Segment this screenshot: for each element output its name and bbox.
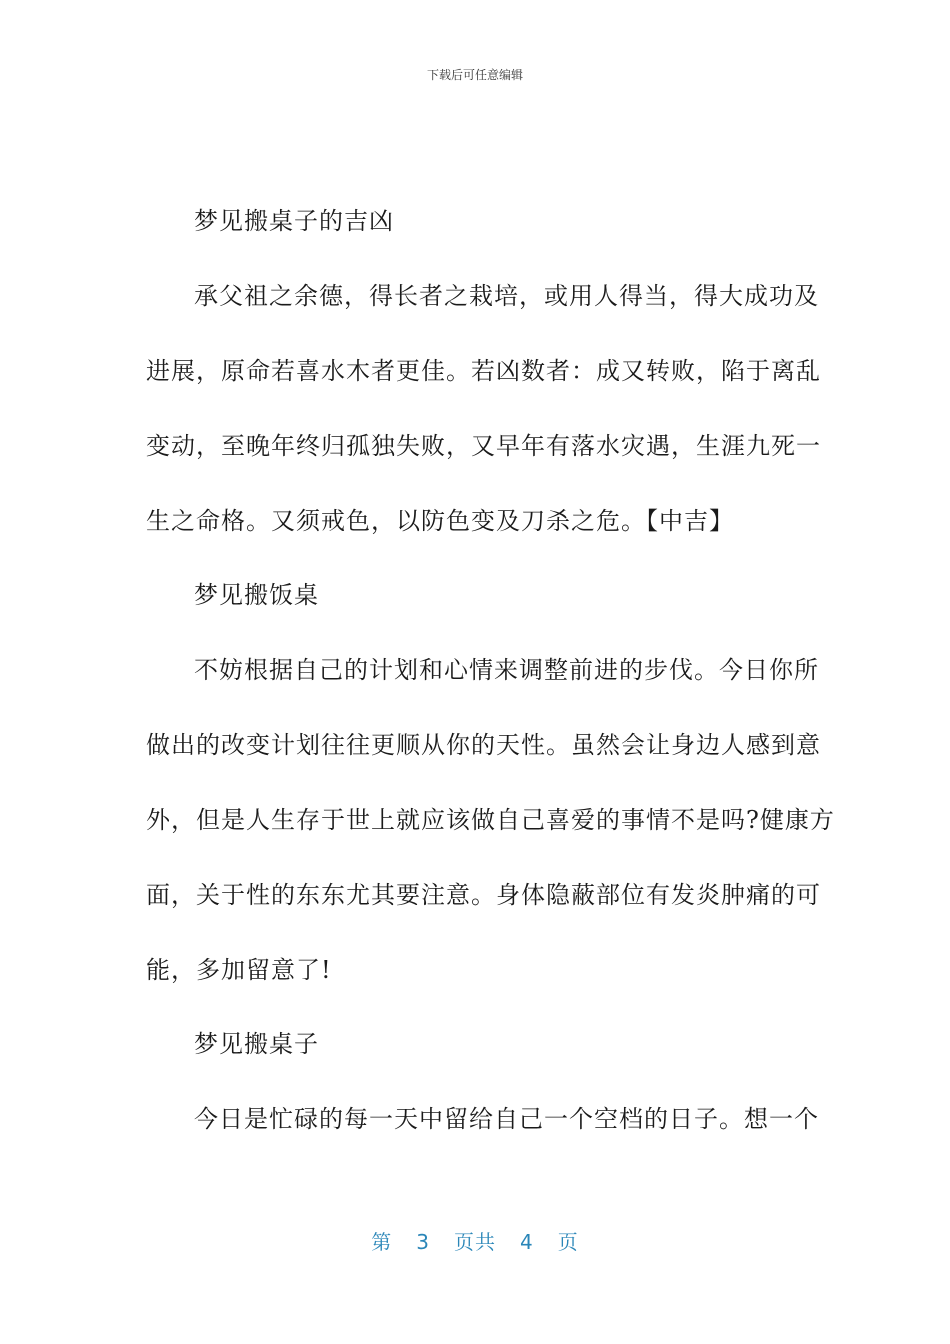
paragraph-line: 面，关于性的东东尤其要注意。身体隐蔽部位有发炎肿痛的可 xyxy=(146,881,821,909)
section-heading: 梦见搬桌子 xyxy=(194,1030,319,1058)
paragraph-line: 今日是忙碌的每一天中留给自己一个空档的日子。想一个 xyxy=(194,1105,819,1133)
paragraph-line: 外，但是人生存于世上就应该做自己喜爱的事情不是吗?健康方 xyxy=(146,806,835,834)
paragraph-line: 变动，至晚年终归孤独失败，又早年有落水灾遇，生涯九死一 xyxy=(146,432,821,460)
section-heading: 梦见搬桌子的吉凶 xyxy=(194,207,394,235)
footer-prefix: 第 xyxy=(371,1230,393,1254)
paragraph-line: 能，多加留意了! xyxy=(146,956,332,984)
current-page-number: 3 xyxy=(416,1230,430,1254)
paragraph-line: 承父祖之余德，得长者之栽培，或用人得当，得大成功及 xyxy=(194,282,819,310)
paragraph-line: 做出的改变计划往往更顺从你的天性。虽然会让身边人感到意 xyxy=(146,731,821,759)
total-pages-number: 4 xyxy=(520,1230,534,1254)
paragraph-line: 进展，原命若喜水木者更佳。若凶数者：成又转败，陷于离乱 xyxy=(146,357,821,385)
header-note: 下载后可任意编辑 xyxy=(426,68,523,82)
footer-suffix: 页 xyxy=(557,1230,579,1254)
section-heading: 梦见搬饭桌 xyxy=(194,581,319,609)
paragraph-line: 不妨根据自己的计划和心情来调整前进的步伐。今日你所 xyxy=(194,656,819,684)
page-footer xyxy=(0,1226,950,1255)
footer-middle: 页共 xyxy=(454,1230,496,1254)
paragraph-line: 生之命格。又须戒色，以防色变及刀杀之危。【中吉】 xyxy=(146,507,734,535)
